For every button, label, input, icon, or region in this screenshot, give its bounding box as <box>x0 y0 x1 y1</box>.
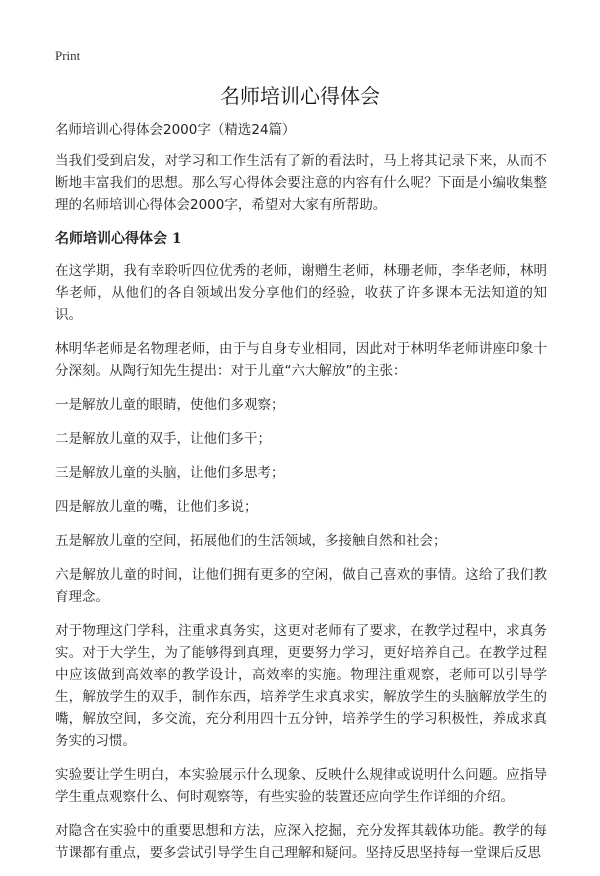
list-paragraph: 一是解放儿童的眼睛，使他们多观察； <box>55 397 285 413</box>
paragraph: 对于物理这门学科，注重求真务实，这更对老师有了要求，在教学过程中，求真务实。对于大学生，为了能够得到真理，更要努力学习，更好培养自己。在教学过程中应该做到高效率的教学设计，高效率的实施。物理注重观察，老师可以引导学生，解放学生的双手，制作东西，培养学生求真求实，解放学生的头脑解放学生的嘴，解放空间，多交流，充分利用四十五分钟，培养学生的学习积极性，养成求真务实的习惯。 <box>55 623 547 749</box>
list-paragraph: 三是解放儿童的头脑，让他们多思考； <box>55 465 285 481</box>
paragraph: 在这学期，我有幸聆听四位优秀的老师，谢赠生老师，林珊老师，李华老师，林明华老师，从他们的各自领域出发分享他们的经验，收获了许多课本无法知道的知识。 <box>55 263 547 323</box>
article-subtitle: 名师培训心得体会2000字（精选24篇） <box>55 122 296 138</box>
list-paragraph: 二是解放儿童的双手，让他们多干； <box>55 431 271 447</box>
list-paragraph: 五是解放儿童的空间，拓展他们的生活领域，多接触自然和社会； <box>55 533 447 549</box>
page-title: 名师培训心得体会 <box>220 84 380 108</box>
list-paragraph: 四是解放儿童的嘴，让他们多说； <box>55 499 258 515</box>
section-heading: 名师培训心得体会 1 <box>55 231 182 247</box>
article-body <box>55 120 547 876</box>
intro-paragraph: 当我们受到启发，对学习和工作生活有了新的看法时，马上将其记录下来，从而不断地丰富我们的思想。那么写心得体会要注意的内容有什么呢？下面是小编收集整理的名师培训心得体会2000字，希望对大家有所帮助。 <box>55 153 547 213</box>
list-paragraph: 六是解放儿童的时间，让他们拥有更多的空闲，做自己喜欢的事情。这给了我们教育理念。 <box>55 567 547 605</box>
paragraph: 林明华老师是名物理老师，由于与自身专业相同，因此对于林明华老师讲座印象十分深刻。从陶行知先生提出：对于儿童“六大解放”的主张： <box>55 341 547 379</box>
paragraph: 实验要让学生明白，本实验展示什么现象、反映什么规律或说明什么问题。应指导学生重点观察什么、何时观察等，有些实验的装置还应向学生作详细的介绍。 <box>55 767 547 805</box>
paragraph: 对隐含在实验中的重要思想和方法，应深入挖掘，充分发挥其载体功能。教学的每节课都有重点，要多尝试引导学生自己理解和疑问。坚持反思坚持每一堂课后反思 <box>55 823 547 861</box>
print-link[interactable]: Print <box>55 48 81 63</box>
